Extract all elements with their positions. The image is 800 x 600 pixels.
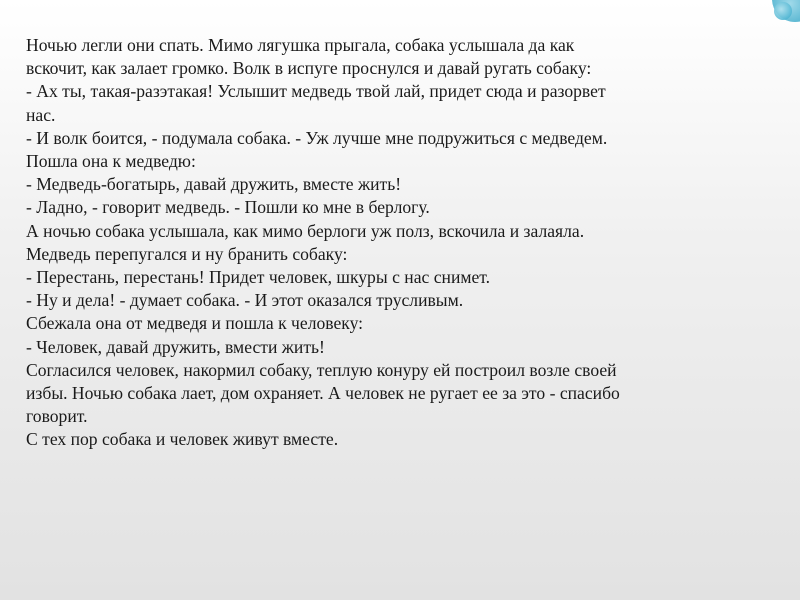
story-line: избы. Ночью собака лает, дом охраняет. А человек не ругает ее за это - спасибо xyxy=(26,383,620,404)
story-line: Медведь перепугался и ну бранить собаку: xyxy=(26,243,348,264)
story-text xyxy=(26,34,786,452)
story-line: А ночью собака услышала, как мимо берлоги уж полз, вскочила и залаяла. xyxy=(26,220,585,241)
story-line: Согласился человек, накормил собаку, теплую конуру ей построил возле своей xyxy=(26,359,617,380)
story-line: - Медведь-богатырь, давай дружить, вместе жить! xyxy=(26,174,402,195)
story-line: Пошла она к медведю: xyxy=(26,151,196,172)
story-line: Сбежала она от медведя и пошла к человеку: xyxy=(26,313,364,334)
story-line: - Ладно, - говорит медведь. - Пошли ко мне в берлогу. xyxy=(26,197,430,218)
story-line: говорит. xyxy=(26,406,88,427)
story-line: - Ах ты, такая-разэтакая! Услышит медведь твой лай, придет сюда и разорвет xyxy=(26,81,606,102)
story-line: - Перестань, перестань! Придет человек, шкуры с нас снимет. xyxy=(26,267,491,288)
story-line: С тех пор собака и человек живут вместе. xyxy=(26,429,339,450)
small-bubble-shape xyxy=(774,2,792,20)
story-line: - Ну и дела! - думает собака. - И этот оказался трусливым. xyxy=(26,290,464,311)
story-line: - И волк боится, - подумала собака. - Уж лучше мне подружиться с медведем. xyxy=(26,127,608,148)
story-line: - Человек, давай дружить, вмести жить! xyxy=(26,336,325,357)
story-line: Ночью легли они спать. Мимо лягушка прыгала, собака услышала да как xyxy=(26,35,575,55)
story-line: вскочит, как залает громко. Волк в испуге проснулся и давай ругать собаку: xyxy=(26,58,592,79)
story-line: нас. xyxy=(26,104,56,125)
